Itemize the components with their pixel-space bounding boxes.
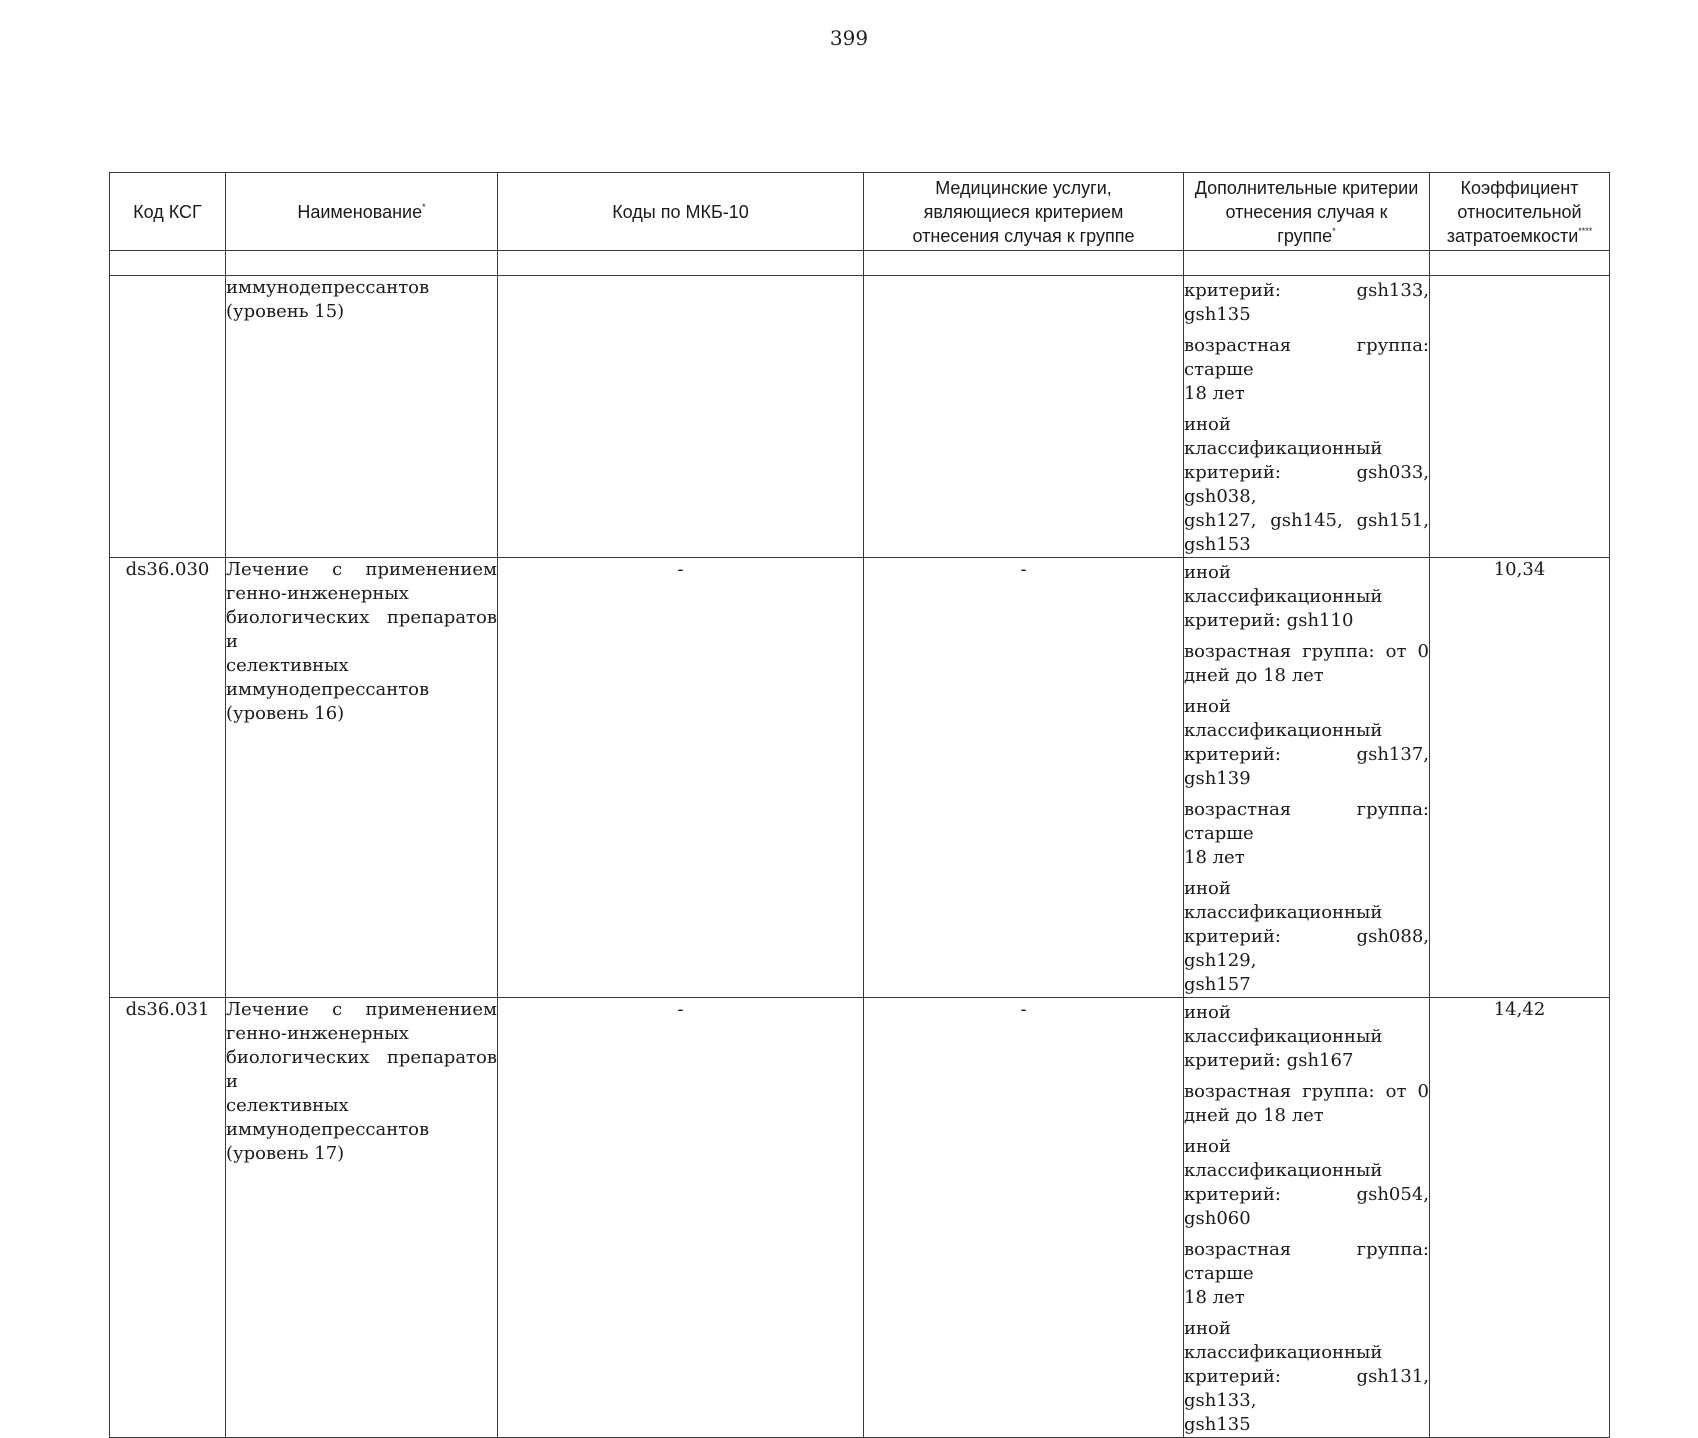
header-services: Медицинские услуги, являющиеся критерием отнесения случая к группе (864, 173, 1184, 251)
name-line: иммунодепрессантов (226, 277, 430, 298)
name-line: Лечение с применением (226, 999, 497, 1020)
criterion-item (1184, 1317, 1429, 1437)
name-cell (226, 998, 498, 1438)
medical-services-cell: - (864, 998, 1184, 1438)
criterion-line: критерий: gsh131, gsh133, (1184, 1366, 1429, 1411)
table-row (110, 998, 1610, 1438)
name-line: биологических препаратов и (226, 1047, 497, 1092)
criterion-line: критерий: gsh033, gsh038, (1184, 462, 1429, 507)
name-line: (уровень 15) (226, 301, 345, 322)
criterion-line: иной классификационный (1184, 414, 1383, 459)
criterion-line: критерий: gsh110 (1184, 610, 1354, 631)
table-header-row (110, 173, 1610, 251)
criterion-item (1184, 877, 1429, 997)
header-criteria: Дополнительные критерии отнесения случая к группе* (1184, 173, 1430, 251)
criterion-line: 18 лет (1184, 1287, 1245, 1308)
ksg-code-cell (110, 276, 226, 558)
criteria-cell (1184, 558, 1430, 998)
criterion-line: gsh157 (1184, 974, 1251, 995)
criterion-line: иной классификационный (1184, 1318, 1383, 1363)
criterion-item (1184, 334, 1429, 406)
criterion-item (1184, 798, 1429, 870)
name-line: (уровень 16) (226, 703, 345, 724)
criterion-line: критерий: gsh054, gsh060 (1184, 1184, 1429, 1229)
header-code: Код КСГ (110, 173, 226, 251)
criterion-item (1184, 695, 1429, 791)
criterion-line: 18 лет (1184, 383, 1245, 404)
criterion-line: gsh127, gsh145, gsh151, (1184, 510, 1429, 531)
header-name: Наименование* (226, 173, 498, 251)
criterion-line: критерий: gsh133, gsh135 (1184, 280, 1429, 325)
criterion-item (1184, 279, 1429, 327)
table-row (110, 558, 1610, 998)
medical-services-cell: - (864, 558, 1184, 998)
criterion-line: gsh135 (1184, 1414, 1251, 1435)
criterion-item (1184, 561, 1429, 633)
criterion-line: возрастная группа: старше (1184, 1239, 1429, 1284)
header-coefficient-footnote-mark: **** (1578, 226, 1593, 236)
criterion-line: возрастная группа: от 0 (1184, 1081, 1429, 1102)
criterion-item (1184, 1080, 1429, 1128)
header-criteria-footnote-mark: * (1332, 226, 1336, 236)
name-line: селективных (226, 655, 349, 676)
criterion-line: критерий: gsh167 (1184, 1050, 1354, 1071)
criterion-line: 18 лет (1184, 847, 1245, 868)
criterion-line: дней до 18 лет (1184, 665, 1324, 686)
name-line: иммунодепрессантов (226, 1119, 430, 1140)
criterion-line: возрастная группа: от 0 (1184, 641, 1429, 662)
header-mkb: Коды по МКБ-10 (498, 173, 864, 251)
mkb-codes-cell: - (498, 558, 864, 998)
criteria-cell (1184, 998, 1430, 1438)
mkb-codes-cell: - (498, 998, 864, 1438)
criterion-line: критерий: gsh137, gsh139 (1184, 744, 1429, 789)
header-coefficient: Коэффициент относительной затратоемкости**** (1430, 173, 1610, 251)
name-line: Лечение с применением (226, 559, 497, 580)
page-number: 399 (829, 26, 869, 50)
name-line: селективных (226, 1095, 349, 1116)
criterion-line: иной классификационный (1184, 562, 1383, 607)
criterion-line: дней до 18 лет (1184, 1105, 1324, 1126)
ksg-table (109, 172, 1610, 1438)
table-row (110, 276, 1610, 558)
criterion-item (1184, 413, 1429, 557)
header-name-footnote-mark: * (422, 202, 426, 212)
coefficient-cell (1430, 276, 1610, 558)
criterion-line: иной классификационный (1184, 1002, 1383, 1047)
criterion-line: критерий: gsh088, gsh129, (1184, 926, 1429, 971)
coefficient-cell: 14,42 (1430, 998, 1610, 1438)
criterion-item (1184, 1238, 1429, 1310)
name-line: биологических препаратов и (226, 607, 497, 652)
criterion-item (1184, 1001, 1429, 1073)
criteria-cell (1184, 276, 1430, 558)
criterion-line: возрастная группа: старше (1184, 335, 1429, 380)
medical-services-cell (864, 276, 1184, 558)
coefficient-cell: 10,34 (1430, 558, 1610, 998)
criterion-line: иной классификационный (1184, 878, 1383, 923)
criterion-item (1184, 640, 1429, 688)
criterion-item (1184, 1135, 1429, 1231)
criterion-line: возрастная группа: старше (1184, 799, 1429, 844)
ksg-code-cell: ds36.030 (110, 558, 226, 998)
name-cell (226, 558, 498, 998)
name-line: (уровень 17) (226, 1143, 345, 1164)
criterion-line: иной классификационный (1184, 696, 1383, 741)
name-line: генно-инженерных (226, 1023, 409, 1044)
name-line: иммунодепрессантов (226, 679, 430, 700)
criterion-line: gsh153 (1184, 534, 1251, 555)
ksg-code-cell: ds36.031 (110, 998, 226, 1438)
name-cell (226, 276, 498, 558)
criterion-line: иной классификационный (1184, 1136, 1383, 1181)
name-line: генно-инженерных (226, 583, 409, 604)
header-spacer-row (110, 251, 1610, 276)
mkb-codes-cell (498, 276, 864, 558)
